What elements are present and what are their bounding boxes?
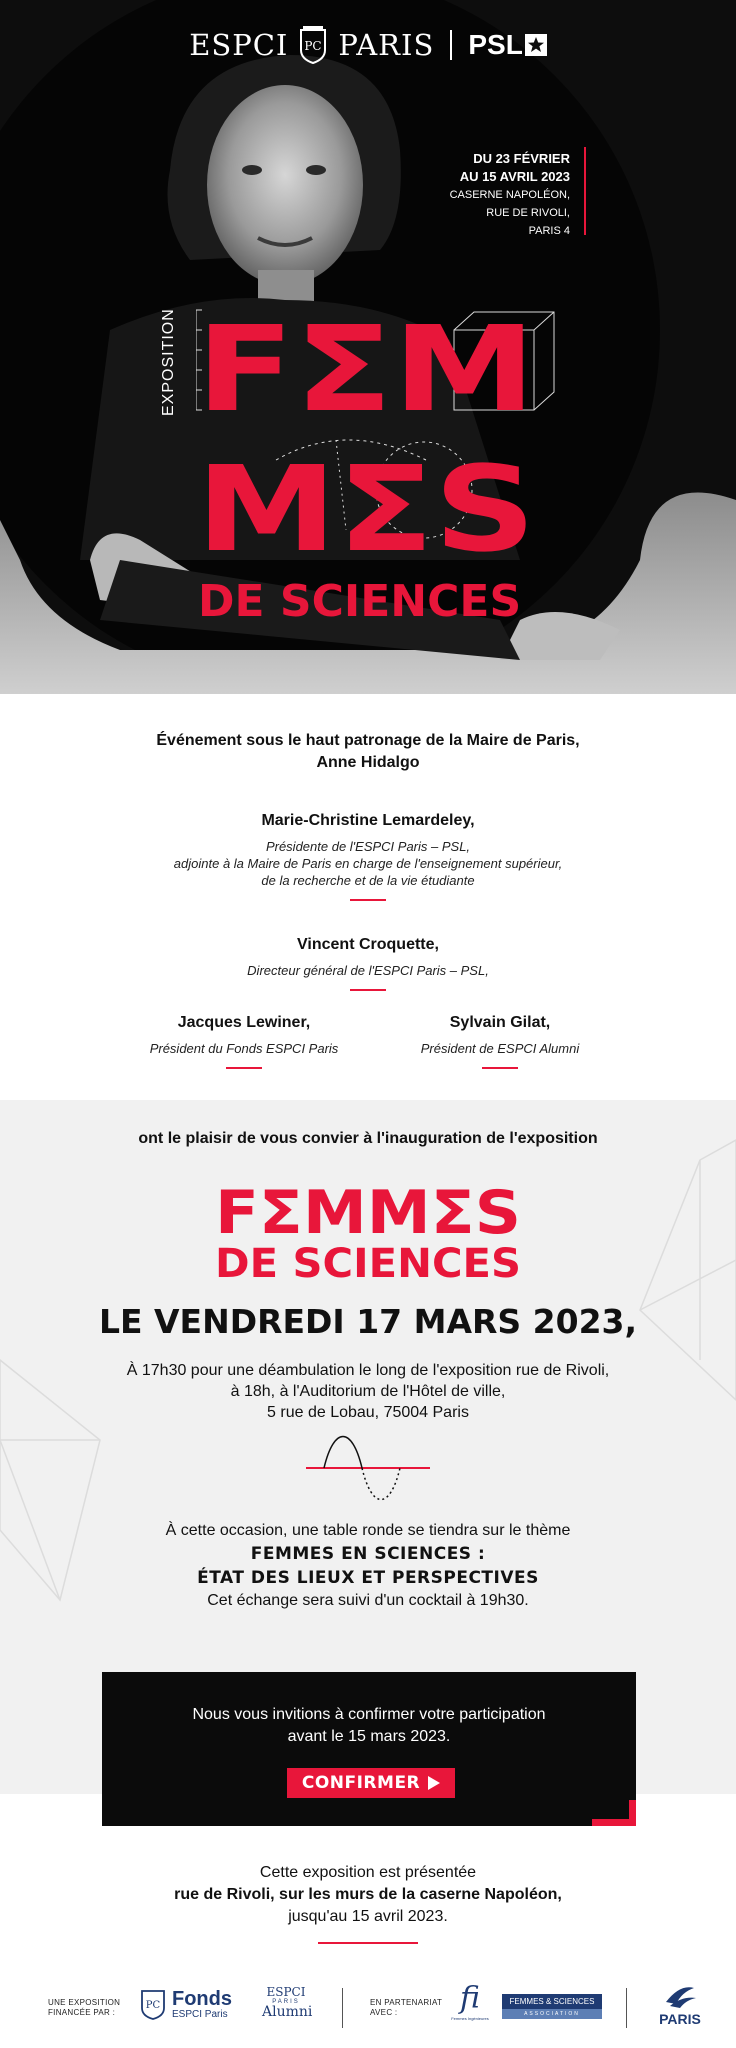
exposition-label: EXPOSITION [160, 308, 177, 416]
theme-line-2: ÉTAT DES LIEUX ET PERSPECTIVES [197, 1568, 539, 1588]
fonds-text: Fonds [172, 1987, 232, 2010]
partnership-label [370, 1998, 442, 2018]
star-icon [525, 34, 547, 56]
hero-title-line-1: FΣM [196, 300, 536, 438]
separator-line [350, 989, 386, 991]
person-name: Vincent Croquette, [297, 936, 439, 953]
confirm-button[interactable] [287, 1768, 455, 1798]
closing-separator [318, 1942, 418, 1944]
round-table-info [0, 1520, 736, 1612]
femmes-sciences-logo [502, 1994, 602, 2019]
role-line: adjointe à la Maire de Paris en charge de l'enseignement supérieur, [173, 856, 563, 871]
place-line-1: CASERNE NAPOLÉON, [449, 189, 570, 201]
person-gilat [360, 1012, 640, 1069]
logo-line-2: DE SCIENCES [215, 1241, 521, 1285]
person-role [0, 838, 736, 889]
date-line-2: AU 15 AVRIL 2023 [459, 169, 570, 184]
play-arrow-icon [428, 1776, 440, 1790]
person-role: Président du Fonds ESPCI Paris [149, 1041, 339, 1056]
fi-letters: fi [459, 1981, 480, 2016]
partnership-line-1: EN PARTENARIAT [370, 1998, 443, 2007]
footer-divider [626, 1988, 627, 2028]
paris-text: PARIS [659, 2011, 701, 2027]
crest-icon [298, 26, 328, 64]
rsvp-box [102, 1672, 636, 1826]
espci-psl-logo [0, 26, 736, 64]
hero-banner [0, 0, 736, 694]
rsvp-line-1: Nous vous invitions à confirmer votre participation [192, 1706, 546, 1723]
crest-icon [140, 1988, 166, 2020]
event-schedule [0, 1360, 736, 1423]
partnership-line-2: AVEC : [370, 2008, 398, 2017]
fs-sub: ASSOCIATION [502, 2009, 602, 2019]
femmes-ingenieures-logo [450, 1982, 490, 2021]
logo-psl [468, 29, 546, 61]
fonds-subtext: ESPCI Paris [172, 2008, 228, 2020]
person-name: Marie-Christine Lemardeley, [261, 812, 475, 829]
alumni-mid: PARIS [272, 1999, 300, 2005]
crest-letters: PC [145, 2000, 161, 2011]
person-croquette [0, 934, 736, 991]
fs-box: FEMMES & SCIENCES [502, 1994, 602, 2009]
funded-line-1: UNE EXPOSITION [48, 1998, 121, 2007]
rsvp-line-2: avant le 15 mars 2023. [287, 1728, 451, 1745]
separator-line [226, 1067, 262, 1069]
person-role: Président de ESPCI Alumni [420, 1041, 580, 1056]
femmes-de-sciences-logo [210, 1175, 526, 1285]
crest-letters: PC [304, 39, 323, 53]
fonds-espci-logo [140, 1988, 232, 2020]
person-lewiner [104, 1012, 384, 1069]
cocktail-note: Cet échange sera suivi d'un cocktail à 19h30. [207, 1592, 529, 1609]
logo-divider [450, 30, 452, 60]
patronage-line-2: Anne Hidalgo [316, 754, 420, 771]
logo-espci-text: ESPCI [189, 28, 289, 62]
person-lemardeley [0, 810, 736, 901]
funded-line-2: FINANCÉE PAR : [48, 2008, 116, 2017]
hero-title-line-2: MΣS [196, 440, 536, 578]
alumni-top: ESPCI [266, 1985, 306, 1999]
person-name: Jacques Lewiner, [177, 1014, 311, 1031]
role-line: de la recherche et de la vie étudiante [261, 873, 475, 888]
schedule-line-3: 5 rue de Lobau, 75004 Paris [267, 1404, 469, 1421]
place-line-3: PARIS 4 [528, 225, 570, 237]
footer-divider [342, 1988, 343, 2028]
person-name: Sylvain Gilat, [449, 1014, 551, 1031]
cta-corner-accent [592, 1800, 636, 1826]
place-line-2: RUE DE RIVOLI, [486, 207, 570, 219]
logo-line-1: FΣMMΣS [215, 1178, 521, 1248]
separator-line [482, 1067, 518, 1069]
patronage-text [0, 730, 736, 774]
funded-by-label [48, 1998, 120, 2018]
logo-psl-text: PSL [468, 29, 523, 60]
closing-line-1: Cette exposition est présentée [259, 1864, 477, 1881]
partners-footer [0, 1980, 736, 2036]
schedule-line-1: À 17h30 pour une déambulation le long de l'exposition rue de Rivoli, [126, 1362, 610, 1379]
sine-wave-icon [306, 1432, 430, 1504]
confirm-button-label: CONFIRMER [301, 1773, 421, 1793]
alumni-bottom: Alumni [262, 2004, 313, 2020]
theme-line-1: FEMMES EN SCIENCES : [250, 1544, 486, 1564]
paris-ship-icon [662, 1982, 698, 2008]
rsvp-text [102, 1704, 636, 1748]
person-role: Directeur général de l'ESPCI Paris – PSL, [247, 963, 489, 978]
role-line: Présidente de l'ESPCI Paris – PSL, [265, 839, 471, 854]
patronage-line-1: Événement sous le haut patronage de la Maire de Paris, [156, 732, 580, 749]
event-date: LE VENDREDI 17 MARS 2023, [98, 1302, 638, 1341]
paris-logo [650, 1982, 710, 2026]
hero-subtitle: DE SCIENCES [198, 576, 522, 627]
closing-text [0, 1862, 736, 1928]
schedule-line-2: à 18h, à l'Auditorium de l'Hôtel de ville, [230, 1383, 506, 1400]
invitation-intro: ont le plaisir de vous convier à l'inauguration de l'exposition [138, 1130, 598, 1147]
fi-caption: Femmes Ingénieures [451, 2016, 489, 2021]
espci-alumni-logo [262, 1985, 313, 2020]
date-accent-bar [584, 147, 586, 235]
round-table-intro: À cette occasion, une table ronde se tiendra sur le thème [165, 1522, 571, 1539]
logo-paris-text: PARIS [338, 28, 435, 62]
separator-line [350, 899, 386, 901]
exhibition-dates [450, 150, 570, 240]
closing-line-3: jusqu'au 15 avril 2023. [288, 1908, 448, 1925]
date-line-1: DU 23 FÉVRIER [473, 151, 570, 166]
closing-line-2: rue de Rivoli, sur les murs de la caserne Napoléon, [174, 1886, 562, 1903]
